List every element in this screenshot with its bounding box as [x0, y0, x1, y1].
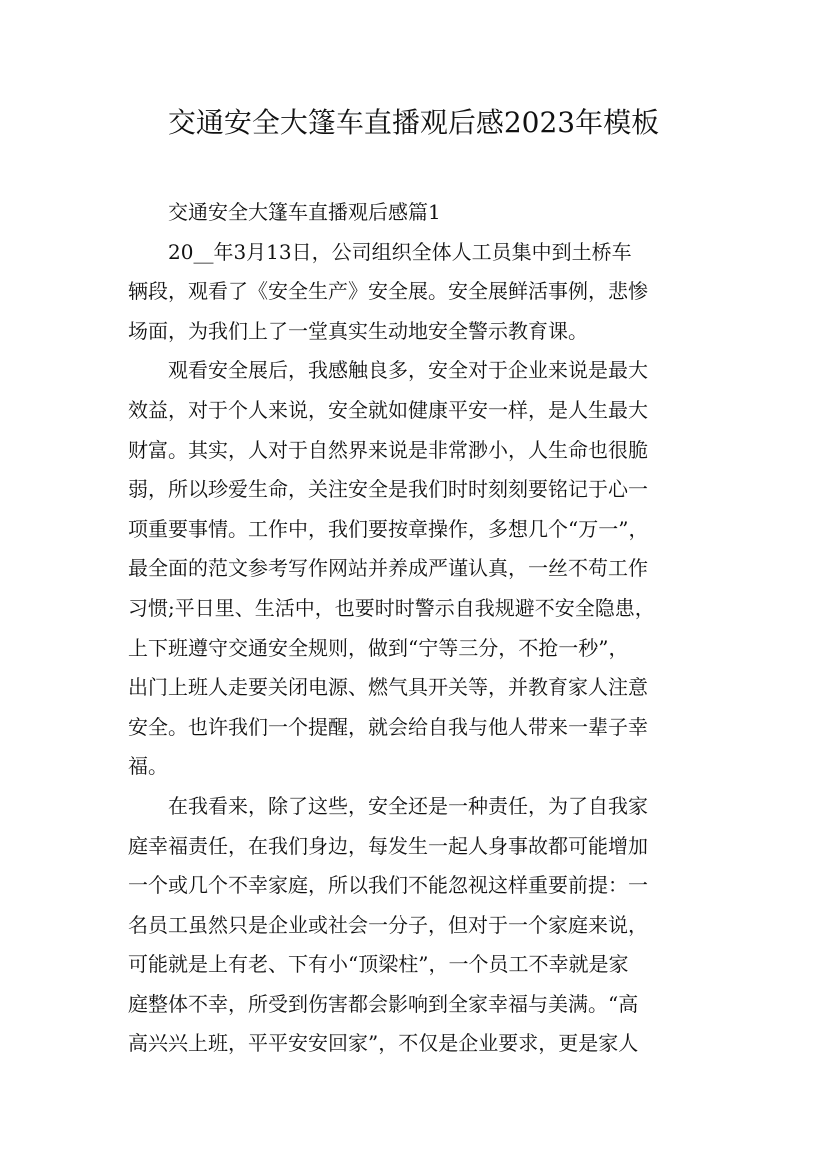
document-title: 交通安全大篷车直播观后感2023年模板 — [167, 106, 660, 139]
paragraph-1: 20__年3月13日，公司组织全体人工员集中到土桥车 辆段，观看了《安全生产》安全展。安全展鲜活事例，悲惨 场面，为我们上了一堂真实生动地安全警示教育课。 — [128, 239, 648, 343]
paragraph-2: 观看安全展后，我感触良多，安全对于企业来说是最大 效益，对于个人来说，安全就如健康平安一样，是人生最大 财富。其实，人对于自然界来说是非常渺小，人生命也很脆 弱，所以珍爱生命，关注安全是我们时时刻刻要铭记于心一 项重要事情。工作中，我们要按章操作，多想几个“万一”， 最全面的范文参考写作网站并养成严谨认真，一丝不苟工作 习惯;平日里、生活中，也要时时警示自我规避不安全隐患， 上下班遵守交通安全规则，做到“宁等三分，不抢一秒”， 出门上班人走要关闭电源、燃气具开关等，并教育家人注意 安全。也许我们一个提醒，就会给自我与他人带来一辈子幸 福。 — [128, 358, 655, 779]
document-body — [128, 193, 713, 1064]
paragraph-3: 在我看来，除了这些，安全还是一种责任，为了自我家 庭幸福责任，在我们身边，每发生一起人身事故都可能增加 一个或几个不幸家庭，所以我们不能忽视这样重要前提：一 名员工虽然只是企业或社会一分子，但对于一个家庭来说， 可能就是上有老、下有小“顶梁柱”，一个员工不幸就是家 庭整体不幸，所受到伤害都会影响到全家幸福与美满。“高 高兴兴上班，平平安安回家”，不仅是企业要求，更是家人 — [128, 793, 648, 1056]
section-heading: 交通安全大篷车直播观后感篇1 — [168, 200, 441, 224]
